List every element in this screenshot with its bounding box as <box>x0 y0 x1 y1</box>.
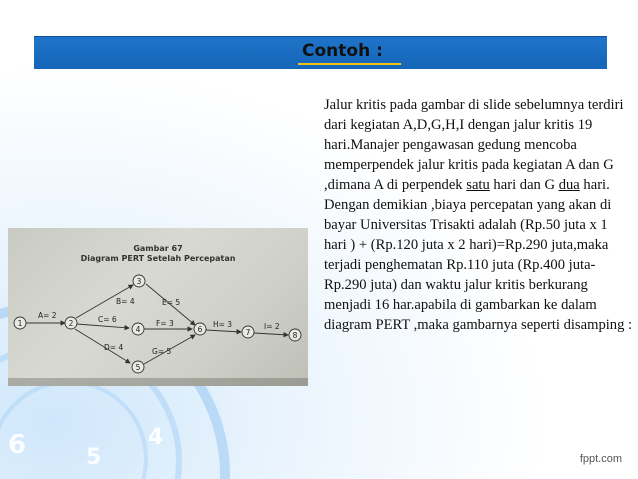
text-run: hari dan G <box>489 177 559 193</box>
node-label: 3 <box>136 277 142 286</box>
paragraph <box>324 95 634 195</box>
edge-label: G= 5 <box>152 347 172 356</box>
underlined-word: satu <box>466 177 490 193</box>
decorative-number: 6 <box>8 430 27 460</box>
node-label: 2 <box>68 319 74 328</box>
edge-label: C= 6 <box>98 315 117 324</box>
title-bar <box>34 36 607 69</box>
decorative-number: 5 <box>86 445 102 470</box>
node-label: 7 <box>245 328 251 337</box>
pert-diagram <box>8 228 308 386</box>
edge-I <box>254 333 288 335</box>
slide-title: Contoh : <box>302 41 383 61</box>
node-label: 5 <box>135 363 141 372</box>
decorative-number: 4 <box>148 425 164 450</box>
text-run: Jalur kritis pada gambar di slide sebelumnya terdiri dari kegiatan A,D,G,H,I dengan jalur kritis 19 hari.Manajer pengawasan gedung mencoba memperpendek jalur kritis pada kegiatan A dan G ,dimana A di perpendek <box>324 97 624 193</box>
diagram-title-line: Gambar 67 <box>133 244 183 253</box>
photo-shadow <box>8 378 308 386</box>
brand-watermark: fppt.com <box>579 453 622 465</box>
paragraph: Dengan demikian ,biaya percepatan yang akan di bayar Universitas Trisakti adalah (Rp.50 juta x 1 hari ) + (Rp.120 juta x 2 hari)=Rp.290 juta,maka terjadi penghematan Rp.110 juta (Rp.400 juta-Rp.290 juta) dan waktu jalur kritis berkurang menjadi 16 har.apabila di gambarkan ke dalam diagram PERT ,maka gambarnya seperti disamping : <box>324 197 633 333</box>
edge-C <box>77 324 129 328</box>
node-label: 1 <box>17 319 23 328</box>
text-run: hari. <box>579 177 610 193</box>
underlined-word: dua <box>558 177 580 193</box>
body-text <box>324 95 634 335</box>
edge-label: H= 3 <box>213 320 233 329</box>
edge-label: B= 4 <box>116 297 135 306</box>
edge-label: D= 4 <box>104 343 124 352</box>
diagram-title-line: Diagram PERT Setelah Percepatan <box>80 254 236 263</box>
edge-label: I= 2 <box>264 322 280 331</box>
node-label: 6 <box>197 325 203 334</box>
node-label: 8 <box>292 331 298 340</box>
edge-label: A= 2 <box>38 311 57 320</box>
edge-label: E= 5 <box>162 298 181 307</box>
edge-H <box>206 330 241 332</box>
edge-label: F= 3 <box>156 319 174 328</box>
node-label: 4 <box>135 325 141 334</box>
title-underline <box>298 63 401 65</box>
pert-diagram-photo <box>8 228 308 386</box>
